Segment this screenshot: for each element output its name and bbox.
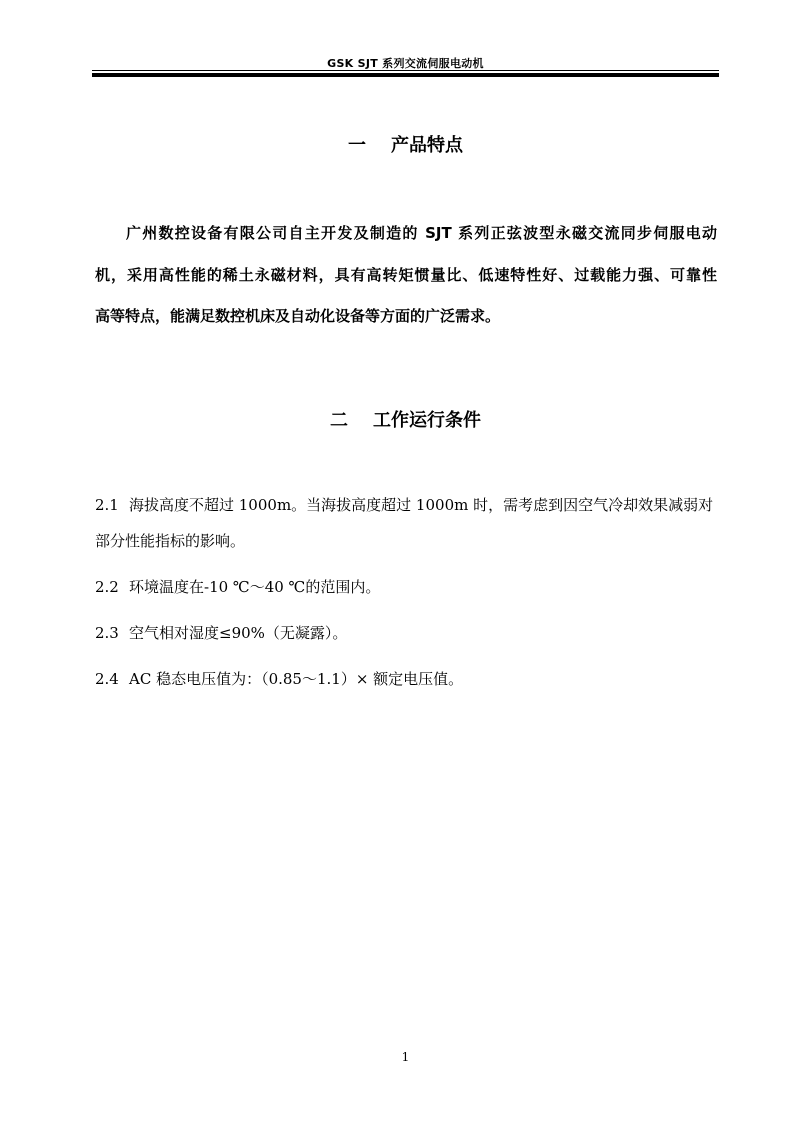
intro-line: 高等特点，能满足数控机床及自动化设备等方面的广泛需求。 [95, 307, 501, 325]
condition-text: AC 稳态电压值为：（0.85～1.1）× 额定电压值。 [129, 670, 464, 688]
condition-text: 海拔高度不超过 1000m。当海拔高度超过 1000m 时，需考虑到因空气冷却效果减弱对 [129, 496, 714, 514]
page-number: 1 [401, 1050, 410, 1064]
condition-item-altitude [95, 494, 717, 515]
condition-number: 2.1 [95, 496, 119, 514]
section-heading-features: 一 产品特点 [347, 135, 464, 156]
condition-text: 环境温度在-10 ℃～40 ℃的范围内。 [129, 578, 381, 596]
condition-item-voltage [95, 668, 717, 689]
condition-item-temperature [95, 576, 717, 597]
condition-number: 2.2 [95, 578, 119, 596]
condition-item-altitude-continuation: 部分性能指标的影响。 [95, 532, 246, 550]
header-rule-thick [92, 73, 719, 77]
intro-line: 广州数控设备有限公司自主开发及制造的 SJT 系列正弦波型永磁交流同步伺服电动 [126, 224, 717, 242]
condition-item-humidity [95, 622, 717, 643]
condition-number: 2.4 [95, 670, 119, 688]
condition-text: 空气相对湿度≤90%（无凝露）。 [129, 624, 348, 642]
header-rule-thin [92, 70, 719, 71]
condition-number: 2.3 [95, 624, 119, 642]
page-header-title: GSK SJT 系列交流伺服电动机 [327, 57, 484, 70]
section-heading-operating-conditions: 二 工作运行条件 [329, 410, 482, 431]
intro-line: 机，采用高性能的稀土永磁材料，具有高转矩惯量比、低速特性好、过载能力强、可靠性 [95, 266, 717, 284]
